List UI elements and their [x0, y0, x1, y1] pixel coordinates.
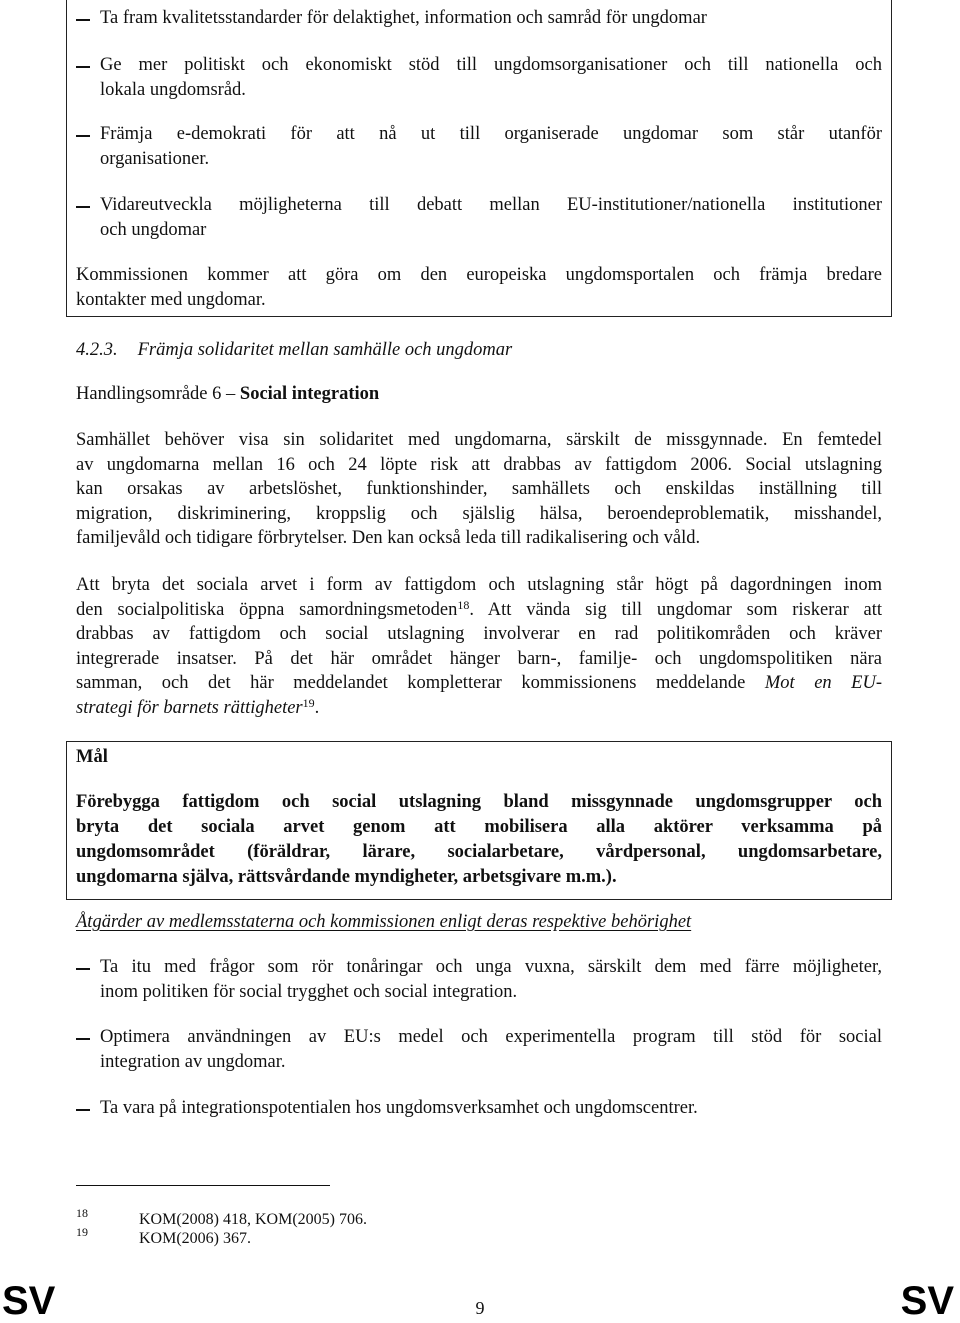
- bullet-item: [76, 955, 882, 1005]
- goal-line: Förebygga fattigdom och social utslagning bland missgynnade ungdomsgrupper och: [76, 792, 882, 812]
- paragraph-line: drabbas av fattigdom och social utslagning involverar en rad politikområden och kräver: [76, 624, 882, 644]
- paragraph-line: Att bryta det sociala arvet i form av fattigdom och utslagning står högt på dagordningen inom: [76, 575, 882, 595]
- bullet-text: Ge mer politiskt och ekonomiskt stöd till ungdomsorganisationer och till nationella och: [100, 55, 882, 75]
- paragraph-text: samman, och det här meddelandet kompletterar kommissionens meddelande: [76, 673, 765, 693]
- area-dash: –: [226, 384, 236, 404]
- bullet-text: organisationer.: [100, 149, 210, 169]
- bullet-text: och ungdomar: [100, 220, 207, 240]
- paragraph-text: .: [314, 697, 320, 718]
- closing-line: Kommissionen kommer att göra om den europeiska ungdomsportalen och främja bredare: [76, 265, 882, 285]
- bullet-text: integration av ungdomar.: [100, 1052, 286, 1072]
- area-title: Social integration: [235, 384, 380, 404]
- footnote-text: KOM(2006) 367.: [139, 1230, 251, 1247]
- bullet-item: [76, 122, 882, 172]
- paragraph-line: [76, 598, 882, 623]
- bullet-item: [76, 53, 882, 103]
- actions-heading: Åtgärder av medlemsstaterna och kommissionen enligt deras respektive behörighet: [76, 912, 692, 932]
- paragraph-1: [76, 428, 882, 551]
- paragraph-2: [76, 573, 882, 720]
- communication-title: Mot en EU-: [764, 673, 882, 693]
- goal-line: ungdomarna själva, rättsvårdande myndigheter, arbetsgivare m.m.).: [76, 867, 617, 887]
- bullet-text: Främja e-demokrati för att nå ut till organiserade ungdomar som står utanför: [100, 124, 882, 144]
- bullet-item: [76, 6, 882, 31]
- footnote-number: 18: [76, 1206, 88, 1220]
- bullet-text: Vidareutveckla möjligheterna till debatt mellan EU-institutioner/nationella institutioner: [100, 195, 882, 215]
- footnote-number: 19: [76, 1225, 88, 1239]
- paragraph-line: av ungdomarna mellan 16 och 24 löpte risk att drabbas av fattigdom 2006. Social utslagning: [76, 454, 882, 475]
- footnote-ref-18[interactable]: 18: [457, 597, 470, 612]
- footnote-text: KOM(2008) 418, KOM(2005) 706.: [139, 1211, 367, 1228]
- bullet-text: Ta fram kvalitetsstandarder för delaktighet, information och samråd för ungdomar: [100, 8, 707, 28]
- paragraph-line: [76, 671, 882, 696]
- goal-text: [76, 790, 882, 890]
- paragraph-line: kan orsakas av arbetslöshet, funktionshinder, samhällets och enskildas inställning till: [76, 479, 882, 499]
- bullet-text: inom politiken för social trygghet och social integration.: [100, 982, 518, 1002]
- footnote-ref-19[interactable]: 19: [302, 695, 315, 710]
- section-number: 4.2.3.: [76, 340, 118, 360]
- paragraph-line: Samhället behöver visa sin solidaritet med ungdomarna, särskilt de missgynnade. En femtedel: [76, 430, 882, 450]
- communication-title: strategi för barnets rättigheter: [76, 697, 303, 718]
- goal-title: Mål: [76, 747, 108, 767]
- paragraph-line: [76, 696, 882, 721]
- bullet-text: Ta vara på integrationspotentialen hos ungdomsverksamhet och ungdomscentrer.: [100, 1098, 698, 1118]
- language-code-right: SV: [900, 1279, 954, 1323]
- footnote-separator: [76, 1185, 330, 1186]
- goal-line: bryta det sociala arvet genom att mobilisera alla aktörer verksamma på: [76, 817, 882, 837]
- closing-line: kontakter med ungdomar.: [76, 289, 266, 310]
- area-heading: [76, 382, 379, 406]
- section-heading: [76, 338, 512, 362]
- page-number: 9: [475, 1298, 485, 1318]
- paragraph-line: familjevåld och tidigare förbrytelser. Den kan också leda till radikalisering och våld.: [76, 528, 701, 548]
- area-prefix: Handlingsområde 6: [76, 384, 227, 404]
- bullet-item: [76, 193, 882, 243]
- language-code-left: SV: [2, 1279, 56, 1323]
- bullet-item: [76, 1096, 882, 1121]
- paragraph-text: den socialpolitiska öppna samordningsmetoden: [76, 599, 458, 620]
- goal-line: ungdomsområdet (föräldrar, lärare, socialarbetare, vårdpersonal, ungdomsarbetare,: [76, 842, 882, 862]
- paragraph-line: migration, diskriminering, kroppslig och själslig hälsa, beroendeproblematik, misshandel,: [76, 503, 882, 524]
- bullet-text: Ta itu med frågor som rör tonåringar och unga vuxna, särskilt dem med färre möjligheter,: [100, 957, 882, 977]
- box-closing-text: [76, 263, 882, 312]
- paragraph-line: integrerade insatser. På det här området hänger barn-, familje- och ungdomspolitiken nära: [76, 648, 882, 669]
- bullet-text: lokala ungdomsråd.: [100, 80, 246, 100]
- bullet-text: Optimera användningen av EU:s medel och experimentella program till stöd för social: [100, 1027, 882, 1047]
- bullet-item: [76, 1025, 882, 1075]
- section-title: Främja solidaritet mellan samhälle och ungdomar: [137, 340, 513, 360]
- paragraph-text: . Att vända sig till ungdomar som riskerar att: [469, 599, 883, 620]
